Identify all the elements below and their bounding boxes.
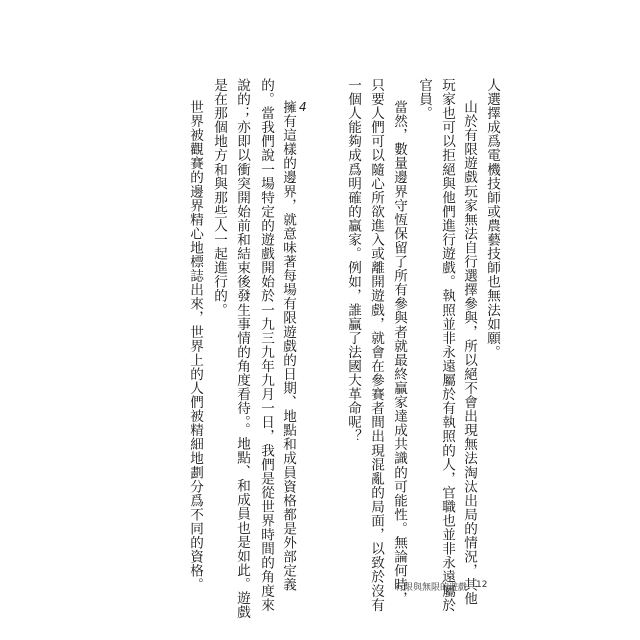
text-line-1: 人選擇成爲電機技師或農藝技師也無法如願。 (484, 78, 500, 359)
running-title: 有限與無限的遊戲 (395, 583, 468, 593)
text-line-5: 當然，數量邊界守恆保留了所有參與者就最終贏家達成共識的可能性。無論何時， (391, 100, 407, 606)
section-number: 4 (299, 100, 307, 114)
text-line-4: 官員。 (416, 78, 432, 121)
text-line-9: 的。當我們說一場特定的遊戲開始於一九三九年九月一日，我們是從世界時間的角度來 (258, 78, 274, 612)
text-line-11: 是在那個地方和與那些人一起進行的。 (211, 78, 227, 317)
text-line-3: 玩家也可以拒絕與他們進行遊戲。執照並非永遠屬於有執照的人，官職也並非永遠屬於 (439, 78, 455, 612)
page-number: 12 (476, 580, 488, 590)
text-line-2: 山於有限遊戲玩家無法自行選擇參與，所以絕不會出現無法淘汰出局的情況，其他 (461, 100, 477, 606)
text-line-10: 說的；亦即以衝突開始前和結束後發生事情的角度看待。。地點、和成員也是如此。遊戲 (234, 78, 250, 620)
text-line-12: 世界被觀賽的邊界精心地標誌出來，世界上的人們被精細地劃分爲不同的資格。 (187, 100, 203, 592)
text-line-7: 一個人能夠成爲明確的贏家。例如，誰贏了法國大革命呢？ (345, 78, 361, 444)
text-line-6: 只要人們可以隨心所欲進入或離開遊戲，就會在參賽者間出現混亂的局面，以致於沒有 (368, 78, 384, 612)
text-line-8: 擁有這樣的邊界，就意味著每場有限遊戲的日期、地點和成員資格都是外部定義 (280, 100, 296, 592)
